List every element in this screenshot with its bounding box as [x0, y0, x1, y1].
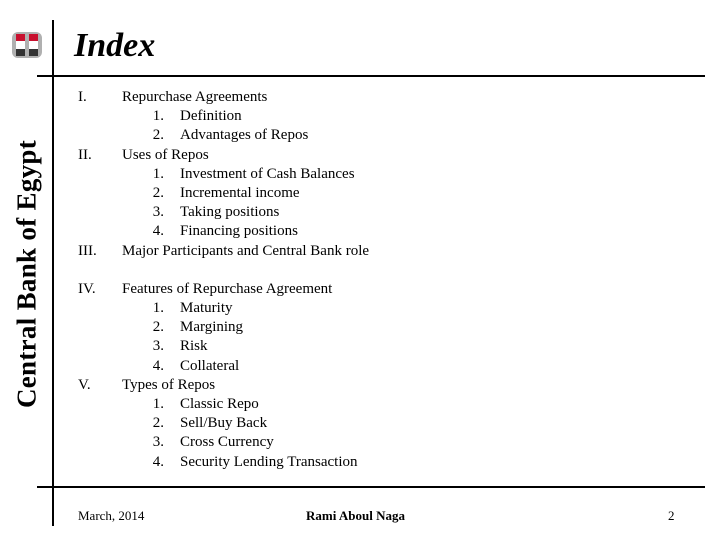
- page-title: Index: [74, 27, 156, 64]
- item-number: 1.: [152, 396, 164, 412]
- item-title: Risk: [180, 338, 208, 355]
- item-number: 4.: [152, 357, 164, 374]
- item-title: Incremental income: [180, 185, 300, 201]
- section-number: I.: [78, 89, 87, 105]
- item-number: 3.: [152, 204, 164, 221]
- item-number: 1.: [152, 165, 164, 182]
- item-title: Advantages of Repos: [180, 127, 309, 144]
- section-number: IV.: [78, 280, 96, 297]
- section-number: II.: [78, 146, 92, 163]
- item-number: 2.: [152, 127, 164, 144]
- section-title: Major Participants and Central Bank role: [122, 242, 370, 259]
- item-number: 3.: [152, 338, 164, 355]
- item-title: Maturity: [180, 300, 233, 316]
- item-title: Cross Currency: [180, 434, 274, 451]
- item-number: 4.: [152, 223, 164, 240]
- section-title: Uses of Repos: [122, 146, 209, 163]
- page-number: 2: [668, 508, 675, 523]
- section-title: Repurchase Agreements: [122, 89, 268, 105]
- item-title: Investment of Cash Balances: [180, 165, 355, 182]
- item-title: Definition: [180, 108, 242, 125]
- footer-date: March, 2014: [78, 508, 145, 523]
- item-title: Collateral: [180, 357, 240, 374]
- item-number: 3.: [152, 434, 164, 451]
- item-title: Financing positions: [180, 223, 298, 240]
- item-title: Classic Repo: [180, 396, 259, 412]
- section-number: V.: [78, 376, 91, 393]
- item-title: Taking positions: [180, 204, 280, 221]
- item-number: 2.: [152, 185, 164, 201]
- item-title: Sell/Buy Back: [180, 415, 268, 432]
- section-title: Features of Repurchase Agreement: [122, 280, 333, 297]
- item-title: Security Lending Transaction: [180, 453, 358, 470]
- item-title: Margining: [180, 319, 244, 336]
- item-number: 1.: [152, 108, 164, 125]
- item-number: 2.: [152, 415, 164, 432]
- item-number: 1.: [152, 300, 164, 316]
- item-number: 2.: [152, 319, 164, 336]
- section-title: Types of Repos: [122, 376, 216, 393]
- sidebar-title: Central Bank of Egypt: [11, 139, 42, 409]
- footer-author: Rami Aboul Naga: [306, 508, 405, 523]
- item-number: 4.: [152, 453, 164, 470]
- section-number: III.: [78, 242, 97, 259]
